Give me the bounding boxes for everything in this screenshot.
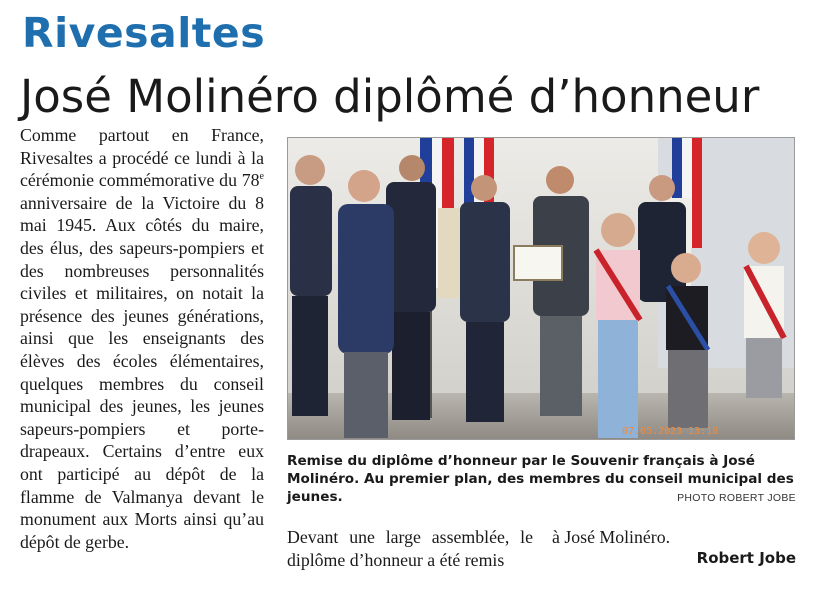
article-body-column-2: Devant une large assemblée, le diplôme d’honneur a été remis [287, 527, 533, 570]
ceremony-photo-illustration [288, 138, 794, 439]
section-kicker: Rivesaltes [22, 9, 266, 57]
honoree-man [338, 170, 394, 438]
photo-credit: PHOTO ROBERT JOBE [677, 492, 796, 504]
ceremony-photo [287, 137, 795, 440]
article-headline: José Molinéro diplômé d’honneur [20, 70, 760, 123]
article-body-column-3: à José Molinéro. [552, 527, 671, 547]
ordinal-suffix: e [259, 171, 264, 183]
photo-caption: Remise du diplôme d’honneur par le Souvenir français à José Molinéro. Au premier plan, des membres du conseil municipal des jeunes. [287, 453, 794, 505]
article-author: Robert Jobe [696, 549, 796, 567]
body-text-part-1: Comme partout en France, Rivesaltes a procédé ce lundi à la cérémonie commémorative du 78 [20, 125, 264, 191]
photo-date-stamp: 07.05.2023 13:18 [622, 426, 719, 437]
article-body-column-1 [20, 124, 264, 553]
body-text-part-2: anniversaire de la Victoire du 8 mai 1945. Aux côtés du maire, des élus, des sapeurs-pompiers et des nombreuses personnalités civiles et militaires, on notait la présence des jeunes générations, ainsi que les enseignants des élèves des écoles élémentaires, quelques membres du conseil municipal des jeunes, les jeunes sapeurs-pompiers et porte-drapeaux. Certains d’entre eux ont participé au dépôt de la flamme de Valmanya devant le monument aux Morts ainsi qu’au dépôt de gerbe. [20, 192, 264, 552]
